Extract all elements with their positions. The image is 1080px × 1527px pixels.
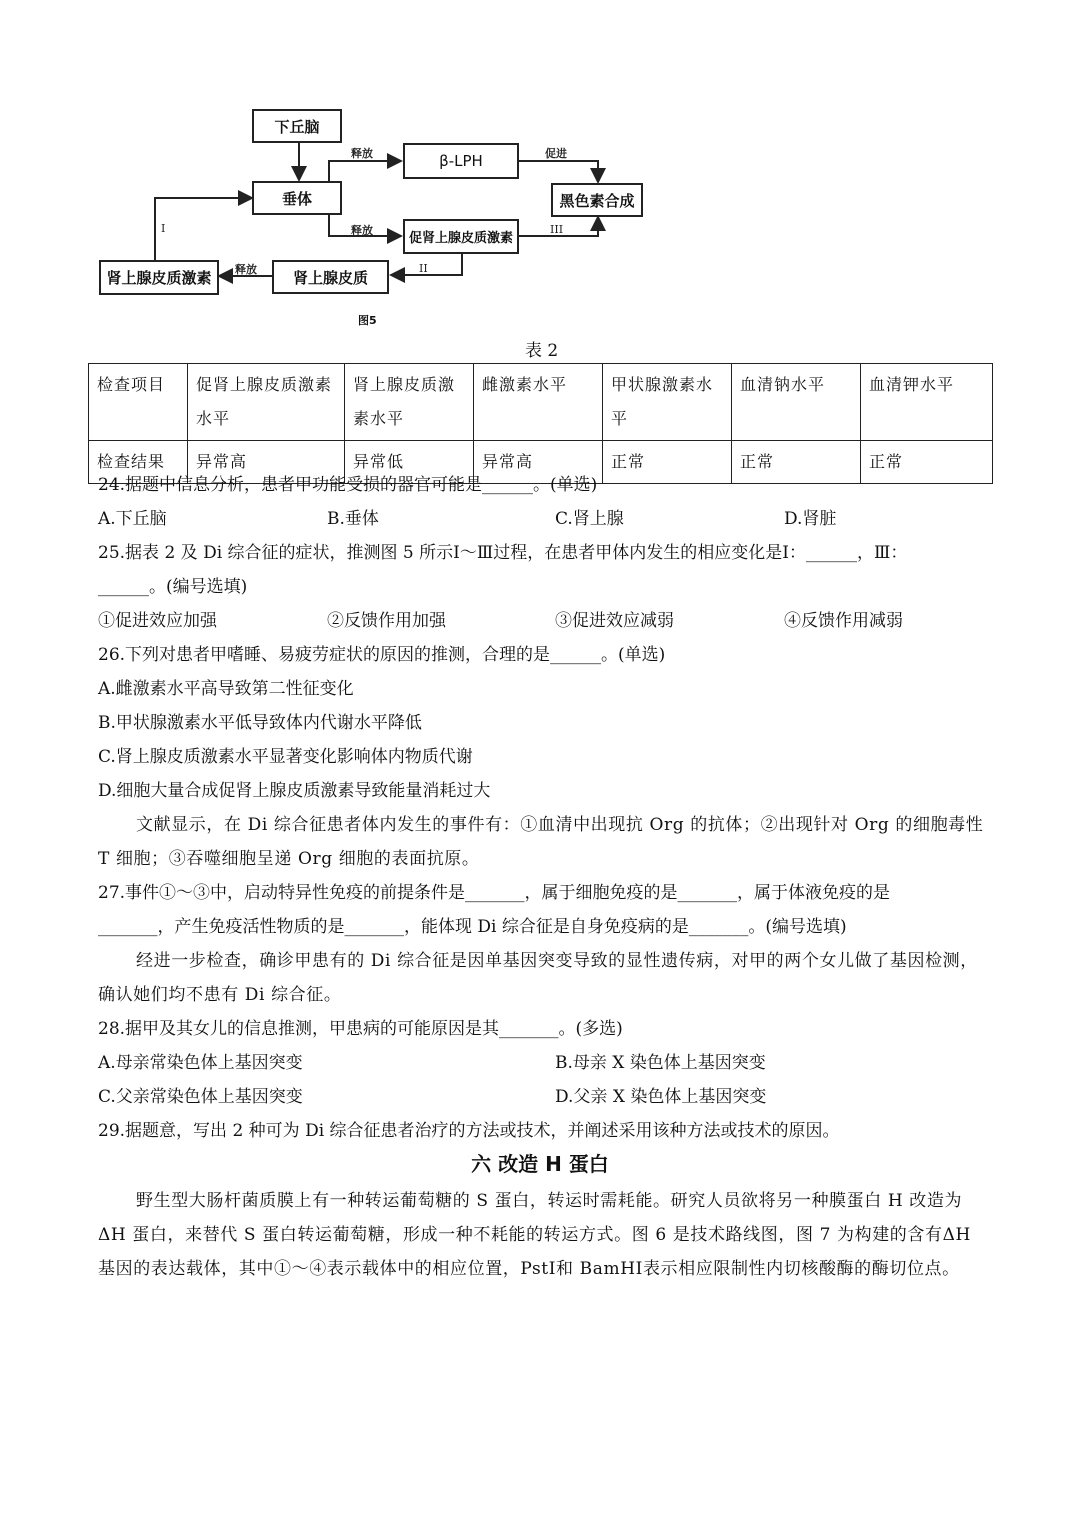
q28-option-a: A.母亲常染色体上基因突变 bbox=[98, 1053, 303, 1073]
box-acth: 促肾上腺皮质激素 bbox=[403, 219, 519, 254]
q28-option-b: B.母亲 X 染色体上基因突变 bbox=[555, 1053, 766, 1073]
label-release-beta: 释放 bbox=[351, 147, 373, 160]
label-roman-2: II bbox=[419, 262, 428, 275]
q25-option-3: ③促进效应减弱 bbox=[555, 611, 674, 631]
q25-option-1: ①促进效应加强 bbox=[98, 611, 217, 631]
table-cell: 异常高 bbox=[188, 441, 345, 484]
box-beta-lph: β-LPH bbox=[403, 143, 519, 179]
passage-di-events: 文献显示，在 Di 综合征患者体内发生的事件有：①血清中出现抗 Org 的抗体；②出现针对 Org 的细胞毒性 T 细胞；③吞噬细胞呈递 Org 细胞的表面抗原。 bbox=[98, 815, 984, 869]
table-cell: 正常 bbox=[603, 441, 732, 484]
box-hypothalamus: 下丘脑 bbox=[252, 109, 342, 143]
q24-option-d: D.肾脏 bbox=[784, 509, 837, 529]
section-6-paragraph: 野生型大肠杆菌质膜上有一种转运葡萄糖的 S 蛋白，转运时需耗能。研究人员欲将另一种膜蛋白 H 改造为ΔH 蛋白，来替代 S 蛋白转运葡萄糖，形成一种不耗能的转运方式。图 6 是技术路线图，图 7 为构建的含有ΔH 基因的表达载体，其中①～④表示载体中的相应位置，PstⅠ和 BamHⅠ表示相应限制性内切核酸酶的酶切位点。 bbox=[98, 1191, 971, 1279]
figure-5-caption: 图5 bbox=[358, 314, 377, 327]
q25-option-4: ④反馈作用减弱 bbox=[784, 611, 903, 631]
figure-5-diagram bbox=[95, 105, 655, 330]
table-cell: 促肾上腺皮质激素水平 bbox=[188, 364, 345, 441]
question-25-line2: ______。(编号选填) bbox=[98, 577, 248, 597]
table-cell: 检查结果 bbox=[89, 441, 188, 484]
q26-option-b: B.甲状腺激素水平低导致体内代谢水平降低 bbox=[98, 713, 422, 733]
box-corticosteroid: 肾上腺皮质激素 bbox=[99, 260, 219, 295]
table-cell: 异常高 bbox=[474, 441, 603, 484]
box-pituitary: 垂体 bbox=[252, 181, 342, 215]
figure-5-arrows bbox=[95, 105, 655, 330]
q26-option-d: D.细胞大量合成促肾上腺皮质激素导致能量消耗过大 bbox=[98, 781, 491, 801]
label-roman-1: I bbox=[161, 222, 166, 235]
q26-option-a: A.雌激素水平高导致第二性征变化 bbox=[98, 679, 354, 699]
passage-genetic-test: 经进一步检查，确诊甲患有的 Di 综合征是因单基因突变导致的显性遗传病，对甲的两个女儿做了基因检测，确认她们均不患有 Di 综合征。 bbox=[98, 951, 978, 1005]
q24-option-b: B.垂体 bbox=[327, 509, 379, 529]
box-adrenal-cortex: 肾上腺皮质 bbox=[272, 260, 389, 294]
table-cell: 甲状腺激素水平 bbox=[603, 364, 732, 441]
table-cell: 雌激素水平 bbox=[474, 364, 603, 441]
table-cell: 血清钠水平 bbox=[732, 364, 861, 441]
table-2 bbox=[88, 363, 993, 484]
table-cell: 正常 bbox=[861, 441, 993, 484]
question-29: 29.据题意，写出 2 种可为 Di 综合征患者治疗的方法或技术，并阐述采用该种方法或技术的原因。 bbox=[98, 1121, 840, 1141]
q24-option-a: A.下丘脑 bbox=[98, 509, 167, 529]
q25-option-2: ②反馈作用加强 bbox=[327, 611, 446, 631]
section-6-title: 六 改造 H 蛋白 bbox=[471, 1152, 609, 1176]
question-28-stem: 28.据甲及其女儿的信息推测，甲患病的可能原因是其_______。(多选) bbox=[98, 1019, 623, 1039]
q24-option-c: C.肾上腺 bbox=[555, 509, 624, 529]
label-promote: 促进 bbox=[545, 147, 567, 160]
question-24-stem: 24.据题中信息分析，患者甲功能受损的器官可能是______。(单选) bbox=[98, 475, 598, 495]
table-cell: 正常 bbox=[732, 441, 861, 484]
question-26-stem: 26.下列对患者甲嗜睡、易疲劳症状的原因的推测，合理的是______。(单选) bbox=[98, 645, 666, 665]
table-cell: 肾上腺皮质激素水平 bbox=[345, 364, 474, 441]
question-27-line1: 27.事件①～③中，启动特异性免疫的前提条件是_______，属于细胞免疫的是_______，属于体液免疫的是 bbox=[98, 883, 891, 903]
q28-option-d: D.父亲 X 染色体上基因突变 bbox=[555, 1087, 767, 1107]
table-2-caption: 表 2 bbox=[525, 341, 559, 361]
question-25-line1: 25.据表 2 及 Di 综合征的症状，推测图 5 所示Ⅰ～Ⅲ过程，在患者甲体内发生的相应变化是Ⅰ：______，Ⅲ： bbox=[98, 543, 908, 563]
question-27-line2: _______，产生免疫活性物质的是_______，能体现 Di 综合征是自身免疫病的是_______。(编号选填) bbox=[98, 917, 847, 937]
table-cell: 血清钾水平 bbox=[861, 364, 993, 441]
label-roman-3: III bbox=[550, 223, 564, 236]
q28-option-c: C.父亲常染色体上基因突变 bbox=[98, 1087, 303, 1107]
box-melanin-synthesis: 黑色素合成 bbox=[551, 183, 643, 217]
table-cell: 异常低 bbox=[345, 441, 474, 484]
q26-option-c: C.肾上腺皮质激素水平显著变化影响体内物质代谢 bbox=[98, 747, 473, 767]
label-release-cortico: 释放 bbox=[235, 263, 257, 276]
label-release-acth: 释放 bbox=[351, 224, 373, 237]
table-row-header bbox=[89, 364, 993, 441]
table-cell: 检查项目 bbox=[89, 364, 188, 441]
